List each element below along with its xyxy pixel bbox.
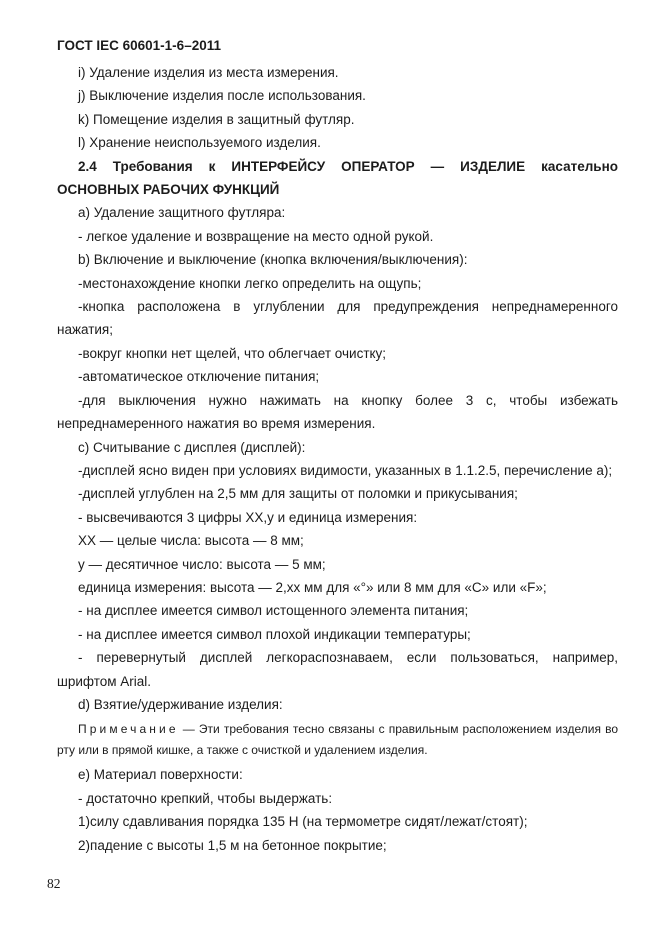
note-paragraph [57, 719, 618, 761]
paragraph: i) Удаление изделия из места измерения. [78, 65, 339, 80]
paragraph: - высвечиваются 3 цифры XX,у и единица измерения: [78, 509, 418, 525]
paragraph: у — десятичное число: высота — 5 мм; [78, 556, 326, 572]
paragraph: j) Выключение изделия после использования. [78, 88, 366, 104]
paragraph: - легкое удаление и возвращение на место одной рукой. [78, 228, 434, 244]
paragraph: b) Включение и выключение (кнопка включения/выключения): [78, 252, 468, 268]
paragraph: a) Удаление защитного футляра: [78, 205, 286, 221]
note-label: Примечание [78, 722, 179, 737]
paragraph: - на дисплее имеется символ плохой индикации температуры; [78, 626, 471, 642]
paragraph: -местонахождение кнопки легко определить на ощупь; [78, 275, 422, 291]
paragraph: -вокруг кнопки нет щелей, что облегчает очистку; [78, 345, 387, 361]
paragraph: - перевернутый дисплей легкораспознаваем, если пользоваться, например, шрифтом Arial. [57, 650, 618, 689]
paragraph: - на дисплее имеется символ истощенного элемента питания; [78, 603, 469, 619]
paragraph: -дисплей углублен на 2,5 мм для защиты от поломки и прикусывания; [78, 486, 518, 502]
note-text: — Эти требования тесно связаны с правильным расположением изделия во рту или в прямой кишке, а также с очисткой и удалением изделия. [57, 722, 618, 758]
paragraph: -автоматическое отключение питания; [78, 369, 320, 385]
paragraph: 1)силу сдавливания порядка 135 Н (на термометре сидят/лежат/стоят); [78, 814, 528, 830]
paragraph: c) Считывание с дисплея (дисплей): [78, 439, 306, 455]
section-heading: 2.4 Требования к ИНТЕРФЕЙСУ ОПЕРАТОР — ИЗДЕЛИЕ касательно ОСНОВНЫХ РАБОЧИХ ФУНКЦИЙ [57, 158, 618, 198]
paragraph: -дисплей ясно виден при условиях видимости, указанных в 1.1.2.5, перечисление a); [78, 462, 613, 478]
paragraph: XX — целые числа: высота — 8 мм; [78, 533, 304, 549]
paragraph: d) Взятие/удерживание изделия: [78, 696, 283, 712]
page-number: 82 [47, 876, 61, 891]
paragraph: e) Материал поверхности: [78, 767, 243, 783]
running-header: ГОСТ IEC 60601-1-6–2011 [57, 38, 221, 53]
document-body [57, 61, 618, 857]
paragraph: -кнопка расположена в углублении для предупреждения непреднамеренного нажатия; [57, 299, 618, 338]
paragraph: k) Помещение изделия в защитный футляр. [78, 111, 355, 127]
paragraph: - достаточно крепкий, чтобы выдержать: [78, 790, 333, 806]
paragraph: -для выключения нужно нажимать на кнопку более 3 с, чтобы избежать непреднамеренного нажатия во время измерения. [57, 392, 618, 432]
paragraph: единица измерения: высота — 2,хх мм для «°» или 8 мм для «C» или «F»; [78, 579, 547, 595]
paragraph: 2)падение с высоты 1,5 м на бетонное покрытие; [78, 837, 387, 853]
paragraph: l) Хранение неиспользуемого изделия. [78, 135, 321, 151]
